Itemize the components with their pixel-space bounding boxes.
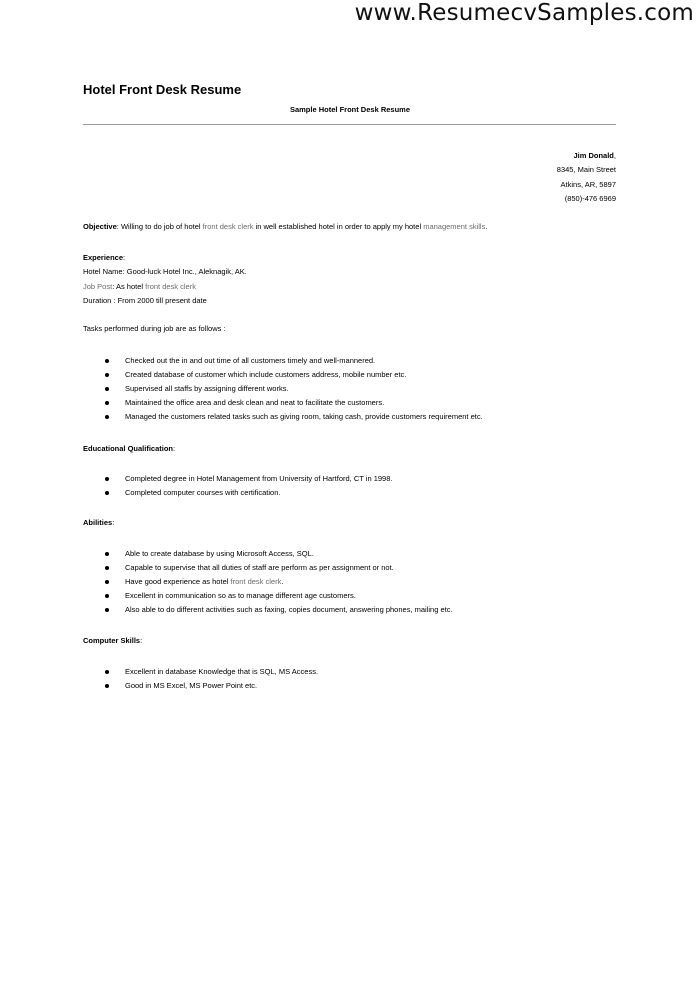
list-item: Supervised all staffs by assigning different works. xyxy=(83,382,483,396)
tasks-list xyxy=(83,354,483,424)
tasks-intro: Tasks performed during job are as follows : xyxy=(83,324,226,333)
objective-paragraph xyxy=(83,220,487,234)
contact-city: Atkins, AR, 5897 xyxy=(560,179,616,189)
education-label: Educational Qualification xyxy=(83,444,174,453)
contact-name-line xyxy=(557,149,616,163)
job-post-separator: : As hotel xyxy=(112,281,146,291)
abilities-separator: : xyxy=(112,518,115,527)
experience-duration: Duration : From 2000 till present date xyxy=(83,295,207,305)
list-item: Able to create database by using Microsoft Access, SQL. xyxy=(83,547,453,561)
list-item: Checked out the in and out time of all customers timely and well-mannered. xyxy=(83,354,483,368)
experience-separator: : xyxy=(123,253,126,262)
abilities-list xyxy=(83,547,453,617)
experience-job-post xyxy=(83,280,247,294)
contact-name-suffix: , xyxy=(613,151,616,160)
header-divider xyxy=(83,124,616,125)
experience-section xyxy=(83,251,247,308)
contact-address: 8345, Main Street xyxy=(556,165,616,175)
education-separator: : xyxy=(173,444,176,453)
objective-link-management-skills[interactable]: management skills xyxy=(423,222,486,231)
experience-heading xyxy=(83,251,247,265)
site-watermark: www.ResumecvSamples.com xyxy=(354,0,694,26)
list-item: Good in MS Excel, MS Power Point etc. xyxy=(83,679,318,693)
list-item: Excellent in communication so as to manage different age customers. xyxy=(83,589,453,603)
list-item: Maintained the office area and desk clean and neat to facilitate the customers. xyxy=(83,396,483,410)
objective-separator: : xyxy=(116,222,121,231)
list-item xyxy=(83,575,453,589)
job-post-label: Job Post xyxy=(83,281,113,291)
computer-skills-list xyxy=(83,665,318,693)
list-item: Completed degree in Hotel Management from University of Hartford, CT in 1998. xyxy=(83,472,393,486)
abilities-experience-end: . xyxy=(281,577,284,587)
abilities-heading xyxy=(83,516,114,530)
education-list xyxy=(83,472,393,500)
document-subtitle: Sample Hotel Front Desk Resume xyxy=(289,105,411,114)
computer-skills-label: Computer Skills xyxy=(83,636,141,645)
job-post-link[interactable]: front desk clerk xyxy=(145,281,196,291)
objective-text-b: in well established hotel in order to apply my hotel xyxy=(253,222,424,231)
computer-skills-heading xyxy=(83,634,142,648)
computer-skills-separator: : xyxy=(140,636,143,645)
list-item: Capable to supervise that all duties of staff are perform as per assignment or not. xyxy=(83,561,453,575)
contact-block xyxy=(557,149,616,206)
abilities-link-front-desk-clerk[interactable]: front desk clerk xyxy=(230,577,282,587)
list-item: Created database of customer which include customers address, mobile number etc. xyxy=(83,368,483,382)
experience-hotel-name: Hotel Name: Good-luck Hotel Inc., Aleknagik, AK. xyxy=(83,267,247,277)
objective-label: Objective xyxy=(83,222,117,231)
list-item: Excellent in database Knowledge that is SQL, MS Access. xyxy=(83,665,318,679)
education-heading xyxy=(83,442,175,456)
abilities-experience-text: Have good experience as hotel xyxy=(125,577,231,587)
objective-text-c: . xyxy=(485,222,488,231)
contact-phone: (850)-476 6969 xyxy=(564,193,616,203)
experience-label: Experience xyxy=(83,253,124,262)
objective-link-front-desk-clerk[interactable]: front desk clerk xyxy=(202,222,254,231)
objective-text-a: Willing to do job of hotel xyxy=(120,222,203,231)
abilities-label: Abilities xyxy=(83,518,113,527)
list-item: Managed the customers related tasks such as giving room, taking cash, provide customers requirement etc. xyxy=(83,410,483,424)
list-item: Completed computer courses with certification. xyxy=(83,486,393,500)
document-title: Hotel Front Desk Resume xyxy=(83,82,242,97)
list-item: Also able to do different activities such as faxing, copies document, answering phones, mailing etc. xyxy=(83,603,453,617)
contact-name: Jim Donald xyxy=(573,151,614,160)
